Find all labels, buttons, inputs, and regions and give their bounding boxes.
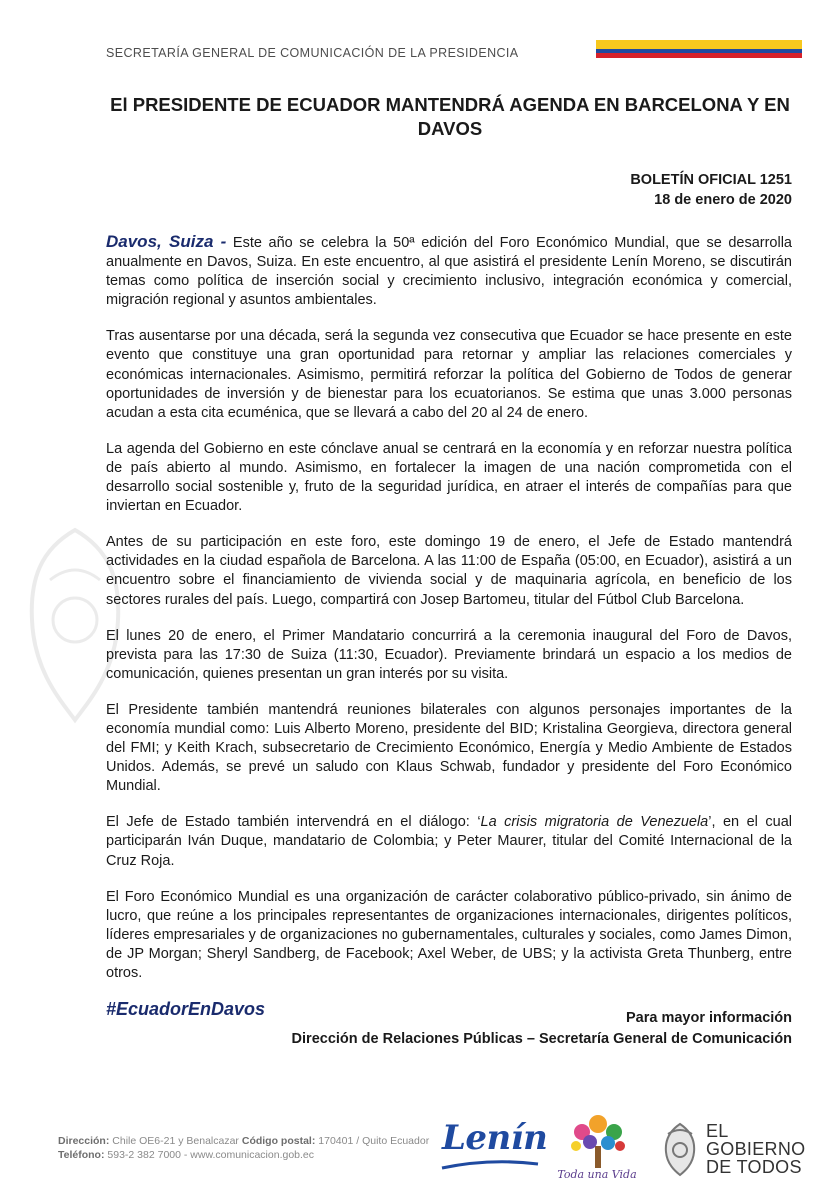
- paragraph-2: Tras ausentarse por una década, será la segunda vez consecutiva que Ecuador se hace presente en este evento que constituye una gran oportunidad para retornar y ampliar las relaciones comerciales y económicas internacionales. Asimismo, permitirá reforzar la política del Gobierno de Todos de generar oportunidades de inversión y de bienestar para los ecuatorianos. Se estima que unas 3.000 personas acudan a esta cita ecuménica, que se llevará a cabo del 20 al 24 de enero.: [106, 328, 792, 421]
- paragraph-5: El lunes 20 de enero, el Primer Mandatario concurrirá a la ceremonia inaugural del Foro de Davos, prevista para las 17:30 de Suiza (11:30, Ecuador). Previamente brindará un espacio a los medios de comunicación, quienes presentan un gran interés por su visita.: [106, 627, 792, 682]
- phone-value[interactable]: 593-2 382 7000 - www.comunicacion.gob.ec: [107, 1149, 315, 1161]
- footer-info: [58, 1134, 429, 1162]
- dialogue-before: El Jefe de Estado también intervendrá en el diálogo: ‘: [106, 814, 481, 831]
- coat-of-arms-icon: [660, 1120, 700, 1178]
- paragraph-6: El Presidente también mantendrá reuniones bilaterales con algunos personajes importantes de la economía mundial como: Luis Alberto Moreno, presidente del BID; Kristalina Georgieva, directora general del FMI; y Keith Krach, subsecretario de Crecimiento Económico, Energía y Medio Ambiente de Estados Unidos. Además, se prevé un saludo con Klaus Schwab, fundador y presidente del Foro Económico Mundial.: [106, 701, 792, 795]
- paragraph-1-text: Este año se celebra la 50ª edición del Foro Económico Mundial, que se desarrolla anualmente en Davos, Suiza. En este encuentro, al que asistirá el presidente Lenín Moreno, se discutirán temas como política de inserción social y crecimiento inclusivo, integración económica y comercial, migración regional y asuntos ambientales.: [106, 235, 792, 309]
- contact-line-1: Para mayor información: [626, 1010, 792, 1026]
- paragraph-1: [106, 232, 792, 310]
- footer-phone: [58, 1148, 429, 1162]
- contact-line-2: Dirección de Relaciones Públicas – Secretaría General de Comunicación: [291, 1031, 792, 1047]
- organization-header: SECRETARÍA GENERAL DE COMUNICACIÓN DE LA PRESIDENCIA: [106, 46, 519, 60]
- tree-of-life-icon: [562, 1112, 634, 1170]
- postal-label: Código postal:: [241, 1135, 316, 1147]
- document-title: El PRESIDENTE DE ECUADOR MANTENDRÁ AGENDA EN BARCELONA Y EN DAVOS: [110, 94, 790, 139]
- paragraph-8: El Foro Económico Mundial es una organización de carácter colaborativo público-privado, sin ánimo de lucro, que reúne a los principales representantes de organizaciones internacionales, dirigentes políticos, líderes empresariales y de organizaciones no gubernamentales, culturales y sociales, como James Dimon, de JP Morgan; Sheryl Sandberg, de Facebook; Axel Weber, de UBS; y la activista Greta Thunberg, entre otros.: [106, 888, 792, 981]
- address-label: Dirección:: [58, 1135, 110, 1147]
- bulletin-date: 18 de enero de 2020: [654, 192, 792, 208]
- hashtag[interactable]: #EcuadorEnDavos: [106, 999, 266, 1020]
- lenin-swoosh-icon: [440, 1158, 540, 1172]
- gov-line-3: DE TODOS: [706, 1157, 802, 1177]
- gov-line-2: GOBIERNO: [706, 1139, 806, 1159]
- phone-label: Teléfono:: [58, 1149, 105, 1161]
- footer-address: [58, 1134, 429, 1148]
- paragraph-3: La agenda del Gobierno en este cónclave anual se centrará en la economía y en reforzar nuestra política de país abierto al mundo. Asimismo, en fortalecer la imagen de una nación comprometida con el desarrollo social sostenible y, fruto de la seguridad jurídica, en atraer el interés de compañías para que inviertan en Ecuador.: [106, 440, 792, 515]
- bulletin-block: [630, 170, 792, 210]
- gov-line-1: EL: [706, 1121, 729, 1141]
- flag-stripes: [596, 40, 802, 60]
- dialogue-title: La crisis migratoria de Venezuela: [480, 814, 709, 831]
- stripe-yellow: [596, 40, 802, 49]
- gobierno-de-todos-logo: [706, 1122, 805, 1176]
- dialogue-after: ’, en el cual participarán Iván Duque, mandatario de Colombia; y Peter Maurer, titular del Comité Internacional de la Cruz Roja.: [106, 814, 792, 869]
- address-value: Chile OE6-21 y Benalcazar: [112, 1135, 239, 1147]
- stripe-red: [596, 53, 802, 58]
- tree-logo-caption: Toda una Vida: [557, 1168, 637, 1181]
- article-body: [106, 232, 792, 1036]
- postal-value: 170401 / Quito Ecuador: [318, 1135, 430, 1147]
- lenin-logo: Lenín: [442, 1118, 548, 1158]
- contact-block: [292, 1008, 792, 1050]
- paragraph-4: Antes de su participación en este foro, este domingo 19 de enero, el Jefe de Estado mantendrá actividades en la ciudad española de Barcelona. A las 11:00 de España (05:00, en Ecuador), asistirá a un encuentro sobre el financiamiento de vivienda social y de maquinaria agrícola, en beneficio de los sectores rurales del país. Luego, compartirá con Josep Bartomeu, titular del Fútbol Club Barcelona.: [106, 534, 792, 608]
- bulletin-number: BOLETÍN OFICIAL 1251: [630, 172, 792, 188]
- paragraph-7: [106, 813, 792, 870]
- dateline: Davos, Suiza -: [106, 232, 227, 251]
